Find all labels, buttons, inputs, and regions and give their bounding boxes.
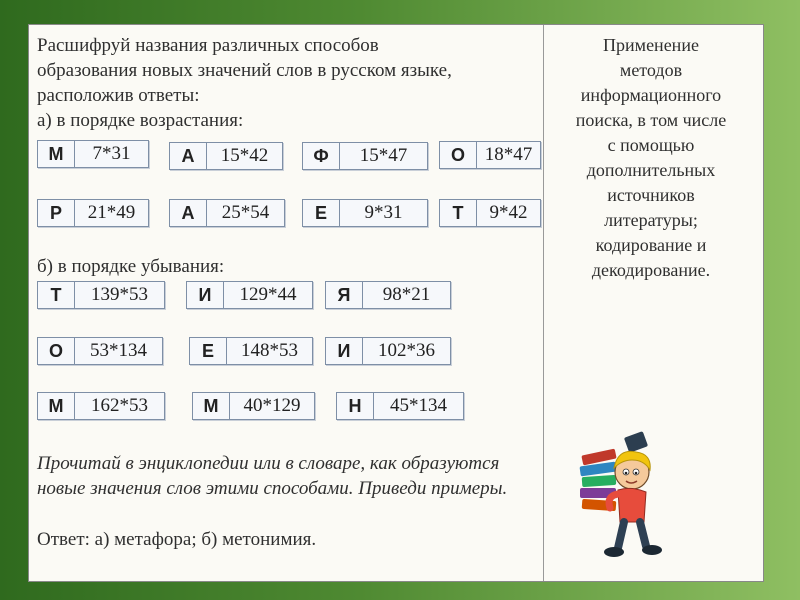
code-value: 40*129 bbox=[243, 395, 301, 416]
code-letter: А bbox=[170, 143, 207, 169]
code-letter: И bbox=[326, 338, 363, 364]
code-letter: А bbox=[170, 200, 207, 226]
code-box bbox=[37, 281, 165, 309]
code-box bbox=[169, 142, 283, 170]
code-value: 15*47 bbox=[359, 145, 408, 166]
side-line: источников bbox=[607, 185, 695, 205]
column-divider bbox=[543, 25, 544, 581]
code-letter: Я bbox=[326, 282, 363, 308]
code-value: 25*54 bbox=[221, 202, 270, 223]
side-line: с помощью bbox=[607, 135, 695, 155]
methods-description bbox=[551, 33, 751, 283]
code-box bbox=[37, 337, 163, 365]
code-letter: Ф bbox=[303, 143, 340, 169]
code-box bbox=[186, 281, 313, 309]
code-value: 15*42 bbox=[220, 145, 269, 166]
code-value: 53*134 bbox=[90, 340, 147, 361]
code-box bbox=[336, 392, 464, 420]
code-value: 9*31 bbox=[364, 202, 403, 223]
code-letter: И bbox=[187, 282, 224, 308]
code-value: 7*31 bbox=[92, 143, 131, 164]
slide-card bbox=[28, 24, 764, 582]
code-letter: О bbox=[38, 338, 75, 364]
side-line: информационного bbox=[580, 85, 722, 105]
side-line: дополнительных bbox=[586, 160, 716, 180]
intro-line: Расшифруй названия различных способов bbox=[37, 35, 379, 56]
code-value: 139*53 bbox=[91, 284, 148, 305]
code-letter: Е bbox=[303, 200, 340, 226]
side-line: методов bbox=[619, 60, 683, 80]
intro-line: образования новых значений слов в русском языке, bbox=[37, 60, 452, 81]
side-line: Применение bbox=[603, 35, 699, 55]
answer-text: Ответ: а) метафора; б) метонимия. bbox=[37, 529, 317, 550]
code-letter: М bbox=[38, 393, 75, 419]
intro-line: расположив ответы: bbox=[37, 85, 200, 106]
part-b-heading: б) в порядке убывания: bbox=[37, 256, 225, 277]
code-letter: Е bbox=[190, 338, 227, 364]
code-value: 162*53 bbox=[91, 395, 148, 416]
boy-carrying-books-icon bbox=[574, 430, 674, 560]
code-box bbox=[439, 141, 541, 169]
code-box bbox=[189, 337, 313, 365]
code-letter: Т bbox=[440, 200, 477, 226]
code-letter: М bbox=[38, 141, 75, 167]
code-box bbox=[325, 281, 451, 309]
code-value: 9*42 bbox=[489, 202, 528, 223]
code-value: 102*36 bbox=[378, 340, 435, 361]
code-box bbox=[302, 142, 428, 170]
code-box bbox=[192, 392, 315, 420]
code-value: 21*49 bbox=[87, 202, 136, 223]
code-letter: О bbox=[440, 142, 477, 168]
code-letter: Р bbox=[38, 200, 75, 226]
code-value: 148*53 bbox=[241, 340, 298, 361]
side-line: литературы; bbox=[604, 210, 698, 230]
task-intro bbox=[37, 33, 541, 133]
side-line: поиска, в том числе bbox=[575, 110, 727, 130]
code-box bbox=[302, 199, 428, 227]
part-a-heading: а) в порядке возрастания: bbox=[37, 110, 244, 131]
code-value: 45*134 bbox=[390, 395, 447, 416]
code-value: 129*44 bbox=[239, 284, 297, 305]
code-box bbox=[439, 199, 541, 227]
side-line: кодирование и bbox=[595, 235, 707, 255]
code-box bbox=[37, 392, 165, 420]
code-box bbox=[325, 337, 451, 365]
task-instruction: Прочитай в энциклопедии или в словаре, как образуются новые значения слов этими способами. Приведи примеры. bbox=[37, 453, 508, 499]
code-box bbox=[37, 199, 149, 227]
code-letter: Т bbox=[38, 282, 75, 308]
code-letter: М bbox=[193, 393, 230, 419]
code-value: 98*21 bbox=[382, 284, 431, 305]
side-line: декодирование. bbox=[591, 260, 711, 280]
code-value: 18*47 bbox=[484, 144, 533, 165]
code-box bbox=[37, 140, 149, 168]
code-box bbox=[169, 199, 285, 227]
code-letter: Н bbox=[337, 393, 374, 419]
